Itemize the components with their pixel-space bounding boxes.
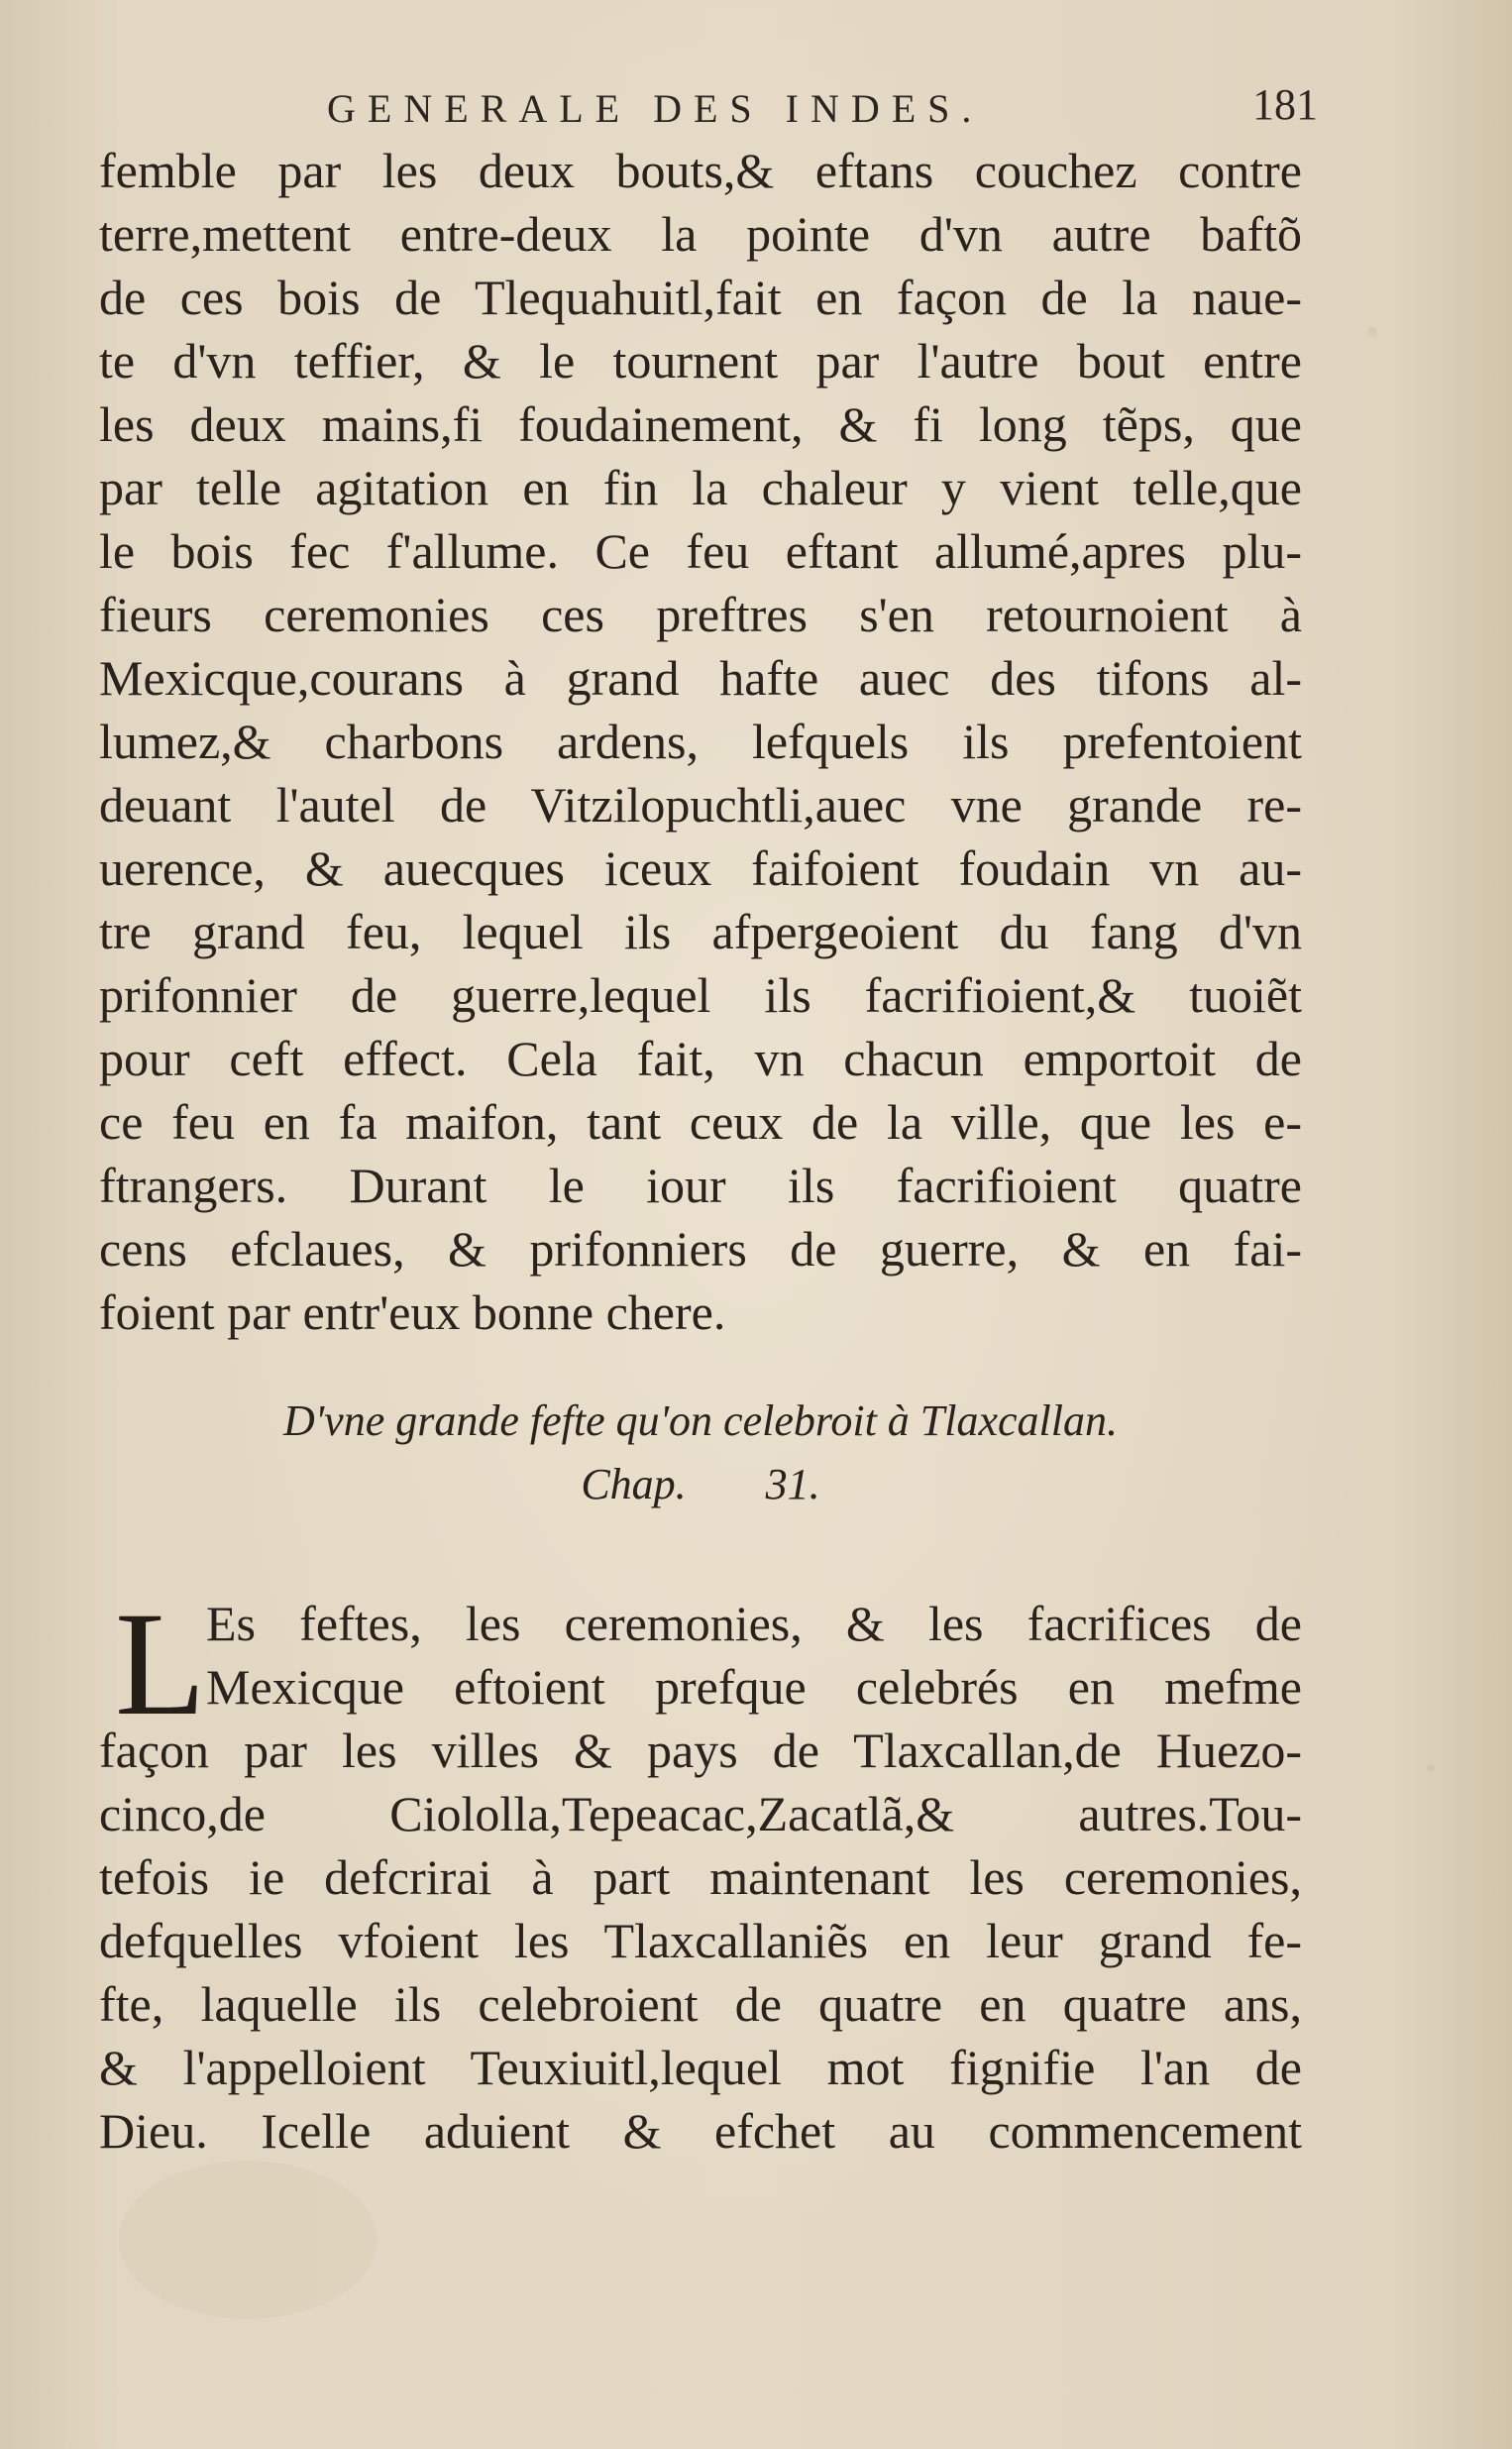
drop-capital: L: [115, 1582, 206, 1746]
chapter-title: D'vne grande fefte qu'on celebroit à Tlaxcallan.: [283, 1396, 1118, 1445]
text-line: fte, laquelle ils celebroient de quatre en quatre ans,: [99, 1976, 1302, 2032]
text-line: deuant l'autel de Vitzilopuchtli,auec vne grande re-: [99, 777, 1302, 833]
text-line: pour ceft effect. Cela fait, vn chacun emportoit de: [99, 1031, 1302, 1086]
ink-speck: [1427, 1764, 1435, 1772]
text-line: tefois ie defcrirai à part maintenant les ceremonies,: [99, 1849, 1302, 1905]
chapter-number-line: [99, 1456, 1302, 1513]
text-line: Es feftes, les ceremonies, & les facrifices de: [206, 1596, 1302, 1651]
text-line: & l'appelloient Teuxiuitl,lequel mot fignifie l'an de: [99, 2040, 1302, 2095]
text-line: terre,mettent entre-deux la pointe d'vn autre baftõ: [99, 206, 1302, 262]
chapter-label: Chap.: [581, 1460, 687, 1508]
text-line: cens efclaues, & prifonniers de guerre, & en fai-: [99, 1221, 1302, 1277]
text-line: ftrangers. Durant le iour ils facrifioient quatre: [99, 1158, 1302, 1213]
text-line: Dieu. Icelle aduient & efchet au commencement: [99, 2103, 1302, 2159]
chapter-heading: [99, 1392, 1302, 1513]
text-line: uerence, & auecques iceux faifoient foudain vn au-: [99, 840, 1302, 896]
text-line: le bois fec f'allume. Ce feu eftant allumé,apres plu-: [99, 523, 1302, 579]
text-line: Mexicque,courans à grand hafte auec des tifons al-: [99, 650, 1302, 706]
chapter-paragraph: [99, 1582, 1302, 2163]
paper-stain: [119, 2161, 377, 2319]
text-line: ce feu en fa maifon, tant ceux de la ville, que les e-: [99, 1094, 1302, 1150]
running-head-title: GENERALE DES INDES.: [327, 86, 984, 131]
text-line: cinco,de Ciololla,Tepeacac,Zacatlã,& autres.Tou-: [99, 1786, 1302, 1841]
text-line: tre grand feu, lequel ils afpergeoient du fang d'vn: [99, 904, 1302, 959]
text-line: defquelles vfoient les Tlaxcallaniẽs en leur grand fe-: [99, 1913, 1302, 1968]
text-line: lumez,& charbons ardens, lefquels ils prefentoient: [99, 714, 1302, 769]
chapter-number: 31.: [765, 1460, 820, 1508]
text-line: te d'vn teffier, & le tournent par l'autre bout entre: [99, 333, 1302, 389]
text-line: par telle agitation en fin la chaleur y vient telle,que: [99, 460, 1302, 515]
text-line: fieurs ceremonies ces preftres s'en retournoient à: [99, 587, 1302, 642]
text-line: prifonnier de guerre,lequel ils facrifioient,& tuoiẽt: [99, 967, 1302, 1023]
ink-speck: [1367, 327, 1377, 337]
text-line: les deux mains,fi foudainement, & fi long tẽps, que: [99, 396, 1302, 452]
text-line: de ces bois de Tlequahuitl,fait en façon de la naue-: [99, 270, 1302, 325]
running-head: [99, 75, 1318, 135]
paragraph-continued: [99, 139, 1302, 1344]
text-line: Mexicque eftoient prefque celebrés en mefme: [206, 1659, 1302, 1715]
text-line: femble par les deux bouts,& eftans couchez contre: [99, 143, 1302, 198]
page-number: 181: [1252, 80, 1318, 129]
text-line: foient par entr'eux bonne chere.: [99, 1284, 726, 1340]
text-line: façon par les villes & pays de Tlaxcallan,de Huezo-: [99, 1723, 1302, 1778]
